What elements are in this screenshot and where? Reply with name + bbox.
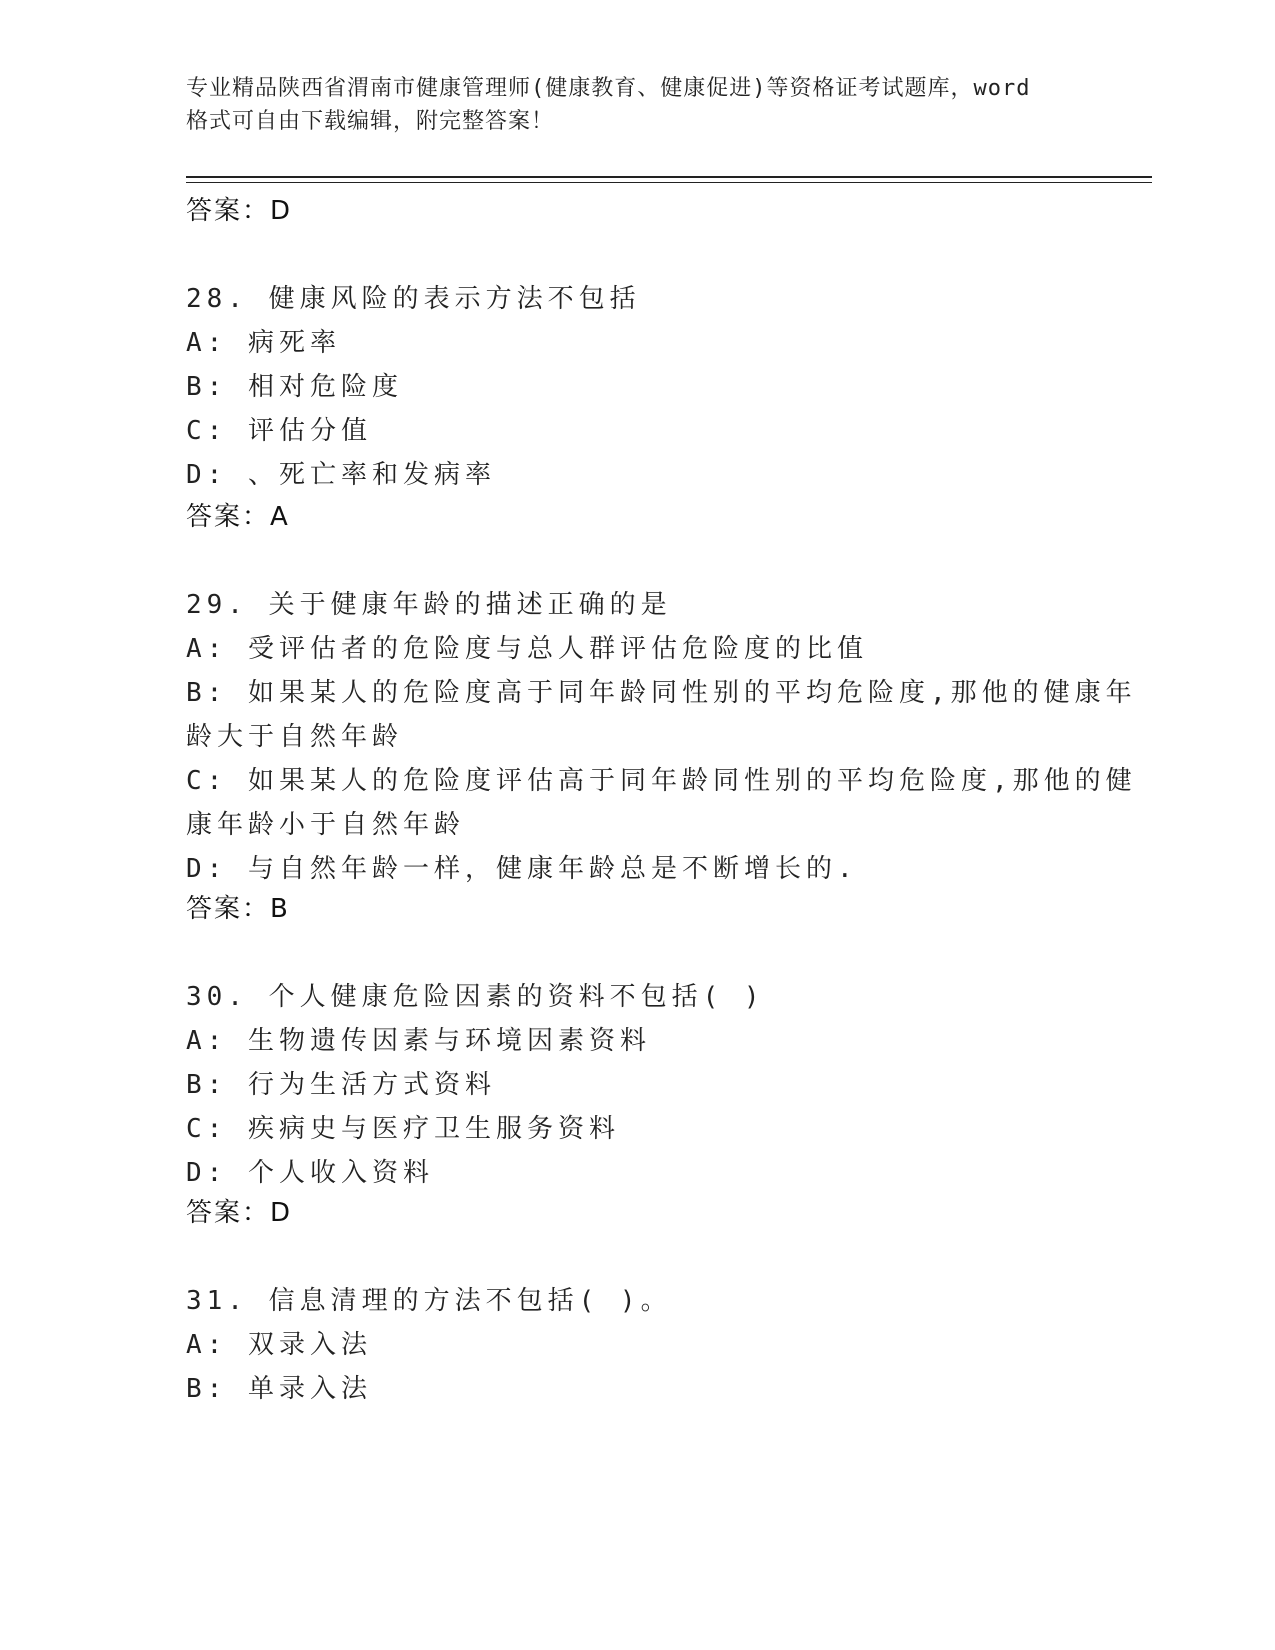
- question-30-stem: 30. 个人健康危险因素的资料不包括( ): [186, 982, 765, 1012]
- question-31-option-a: A: 双录入法: [186, 1330, 372, 1360]
- header-line-2: 格式可自由下载编辑，附完整答案！: [186, 109, 555, 134]
- question-29-option-a: A: 受评估者的危险度与总人群评估危险度的比值: [186, 634, 868, 664]
- question-31-option-b: B: 单录入法: [186, 1374, 372, 1404]
- question-28-option-b: B: 相对危险度: [186, 372, 403, 402]
- question-28-option-a: A: 病死率: [186, 328, 341, 358]
- question-28-option-c: C: 评估分值: [186, 416, 372, 446]
- answer-value: B: [270, 894, 290, 924]
- question-30-option-b: B: 行为生活方式资料: [186, 1070, 496, 1100]
- answer-label: 答案：: [186, 894, 271, 924]
- question-29-option-c: C: 如果某人的危险度评估高于同年龄同性别的平均危险度,那他的健: [186, 766, 1137, 796]
- question-30-option-a: A: 生物遗传因素与环境因素资料: [186, 1026, 651, 1056]
- question-29-option-b-cont: 龄大于自然年龄: [186, 722, 404, 752]
- answer-label: 答案：: [186, 1198, 271, 1228]
- question-28-stem: 28. 健康风险的表示方法不包括: [186, 284, 641, 314]
- question-29-option-d: D: 与自然年龄一样，健康年龄总是不断增长的.: [186, 854, 858, 884]
- answer-line-29: [186, 888, 290, 925]
- answer-line-30: [186, 1192, 292, 1229]
- page-header: [186, 72, 1086, 138]
- header-line-1: 专业精品陕西省渭南市健康管理师(健康教育、健康促进)等资格证考试题库，word: [186, 76, 1031, 101]
- question-28-option-d: D: 、死亡率和发病率: [186, 460, 496, 490]
- question-31-stem: 31. 信息清理的方法不包括( )。: [186, 1286, 672, 1316]
- answer-value: D: [270, 196, 293, 226]
- answer-label: 答案：: [186, 502, 271, 532]
- answer-value: D: [270, 1198, 293, 1228]
- answer-line-27: [186, 190, 292, 227]
- answer-line-28: [186, 496, 290, 533]
- question-29-option-b: B: 如果某人的危险度高于同年龄同性别的平均危险度,那他的健康年: [186, 678, 1137, 708]
- answer-value: A: [270, 502, 290, 532]
- question-29-stem: 29. 关于健康年龄的描述正确的是: [186, 590, 672, 620]
- question-29-option-c-cont: 康年龄小于自然年龄: [186, 810, 466, 840]
- question-30-option-d: D: 个人收入资料: [186, 1158, 434, 1188]
- answer-label: 答案：: [186, 196, 271, 226]
- header-rule-thick: [186, 176, 1152, 178]
- header-rule-thin: [186, 182, 1152, 183]
- question-30-option-c: C: 疾病史与医疗卫生服务资料: [186, 1114, 620, 1144]
